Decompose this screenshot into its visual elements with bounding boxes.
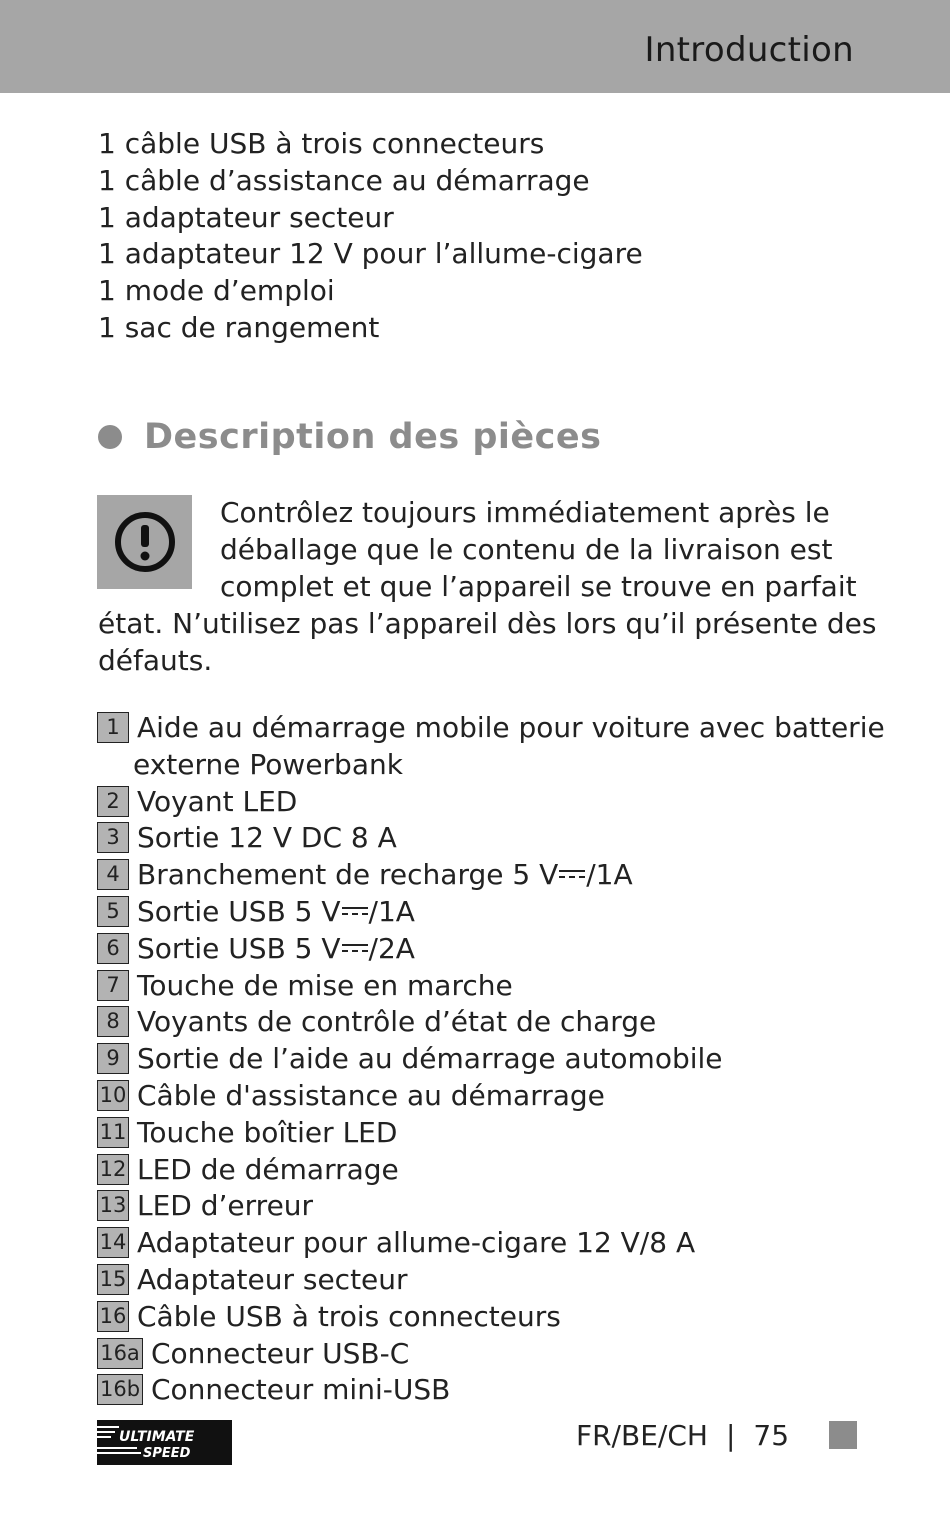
warning-line: défauts. bbox=[98, 644, 213, 677]
list-item: 1 adaptateur 12 V pour l’allume-cigare bbox=[98, 237, 643, 271]
part-item bbox=[97, 968, 885, 1005]
parts-list bbox=[97, 710, 885, 1409]
part-number-badge: 15 bbox=[97, 1264, 129, 1295]
bullet-icon bbox=[98, 425, 122, 449]
warning-line: déballage que le contenu de la livraison est bbox=[220, 533, 833, 566]
part-item bbox=[97, 820, 885, 857]
part-label bbox=[137, 857, 633, 894]
part-number-badge: 2 bbox=[97, 786, 129, 817]
part-label-text: Branchement de recharge 5 V bbox=[137, 858, 559, 892]
footer-separator: | bbox=[725, 1419, 736, 1452]
warning-paragraph bbox=[98, 494, 877, 679]
part-number-badge: 14 bbox=[97, 1227, 129, 1258]
part-number-badge: 9 bbox=[97, 1043, 129, 1074]
part-label: Câble d'assistance au démarrage bbox=[137, 1078, 605, 1112]
part-label bbox=[137, 931, 415, 968]
part-number-badge: 16b bbox=[97, 1374, 143, 1405]
list-item: 1 câble USB à trois connecteurs bbox=[98, 127, 545, 160]
list-item: 1 adaptateur secteur bbox=[98, 200, 394, 234]
part-number-badge: 4 bbox=[97, 859, 129, 890]
dc-current-icon bbox=[558, 867, 586, 881]
part-item bbox=[97, 1152, 885, 1189]
part-number-badge: 16a bbox=[97, 1338, 143, 1369]
part-number-badge: 1 bbox=[97, 712, 129, 743]
part-item bbox=[97, 1372, 885, 1409]
part-number-badge: 3 bbox=[97, 822, 129, 853]
part-label-text: /1A bbox=[368, 894, 415, 928]
brand-logo bbox=[97, 1420, 232, 1465]
part-item bbox=[97, 1188, 885, 1225]
part-label: Sortie de l’aide au démarrage automobile bbox=[137, 1042, 723, 1076]
part-item bbox=[97, 710, 885, 784]
logo-text-line2: SPEED bbox=[143, 1446, 191, 1461]
part-number-badge: 11 bbox=[97, 1117, 129, 1148]
part-label bbox=[137, 894, 415, 931]
part-item bbox=[97, 1041, 885, 1078]
part-label: LED d’erreur bbox=[137, 1189, 314, 1223]
part-item bbox=[97, 1004, 885, 1041]
part-label: Adaptateur pour allume-cigare 12 V/8 A bbox=[137, 1226, 696, 1260]
page-number: 75 bbox=[753, 1419, 790, 1452]
list-item: 1 mode d’emploi bbox=[98, 274, 335, 308]
list-item: 1 câble d’assistance au démarrage bbox=[98, 163, 590, 197]
part-number-badge: 13 bbox=[97, 1190, 129, 1221]
part-label: Adaptateur secteur bbox=[137, 1262, 408, 1296]
part-label-text: /2A bbox=[368, 931, 415, 965]
part-label: Touche de mise en marche bbox=[137, 968, 513, 1002]
part-item bbox=[97, 1336, 885, 1373]
part-item bbox=[97, 931, 885, 968]
package-contents-list bbox=[98, 126, 643, 347]
logo-text-line1: ULTIMATE bbox=[119, 1429, 195, 1445]
warning-line: Contrôlez toujours immédiatement après le bbox=[220, 496, 830, 529]
part-label bbox=[133, 710, 885, 784]
warning-line: complet et que l’appareil se trouve en parfait bbox=[220, 570, 857, 603]
part-number-badge: 5 bbox=[97, 896, 129, 927]
footer-marker bbox=[829, 1421, 857, 1449]
part-number-badge: 12 bbox=[97, 1154, 129, 1185]
dc-current-icon bbox=[341, 904, 369, 918]
part-label: Voyant LED bbox=[137, 784, 298, 818]
part-label-line: externe Powerbank bbox=[133, 747, 403, 781]
part-item bbox=[97, 1115, 885, 1152]
part-label: Sortie 12 V DC 8 A bbox=[137, 821, 397, 855]
part-label: Voyants de contrôle d’état de charge bbox=[137, 1005, 657, 1039]
warning-line: état. N’utilisez pas l’appareil dès lors qu’il présente des bbox=[98, 607, 877, 640]
header-title: Introduction bbox=[644, 30, 854, 70]
part-number-badge: 10 bbox=[97, 1080, 129, 1111]
part-label: LED de démarrage bbox=[137, 1152, 399, 1186]
part-number-badge: 6 bbox=[97, 933, 129, 964]
part-item bbox=[97, 1225, 885, 1262]
region-code: FR/BE/CH bbox=[576, 1419, 708, 1452]
page-header bbox=[0, 0, 950, 93]
part-item bbox=[97, 1078, 885, 1115]
part-label-text: /1A bbox=[586, 858, 633, 892]
part-label: Connecteur mini-USB bbox=[151, 1373, 451, 1407]
part-label-line: Aide au démarrage mobile pour voiture avec batterie bbox=[137, 711, 885, 744]
part-item bbox=[97, 1262, 885, 1299]
part-item bbox=[97, 894, 885, 931]
section-title: Description des pièces bbox=[144, 417, 602, 457]
section-heading bbox=[98, 414, 601, 460]
part-label-text: Sortie USB 5 V bbox=[137, 931, 341, 965]
part-number-badge: 8 bbox=[97, 1006, 129, 1037]
part-item bbox=[97, 1299, 885, 1336]
part-label-text: Sortie USB 5 V bbox=[137, 894, 341, 928]
part-item bbox=[97, 784, 885, 821]
dc-current-icon bbox=[341, 941, 369, 955]
part-label: Connecteur USB-C bbox=[151, 1336, 410, 1370]
part-number-badge: 7 bbox=[97, 970, 129, 1001]
list-item: 1 sac de rangement bbox=[98, 310, 380, 344]
part-label: Câble USB à trois connecteurs bbox=[137, 1299, 561, 1333]
part-label: Touche boîtier LED bbox=[137, 1115, 398, 1149]
part-item bbox=[97, 857, 885, 894]
page-footer bbox=[576, 1416, 789, 1456]
part-number-badge: 16 bbox=[97, 1301, 129, 1332]
